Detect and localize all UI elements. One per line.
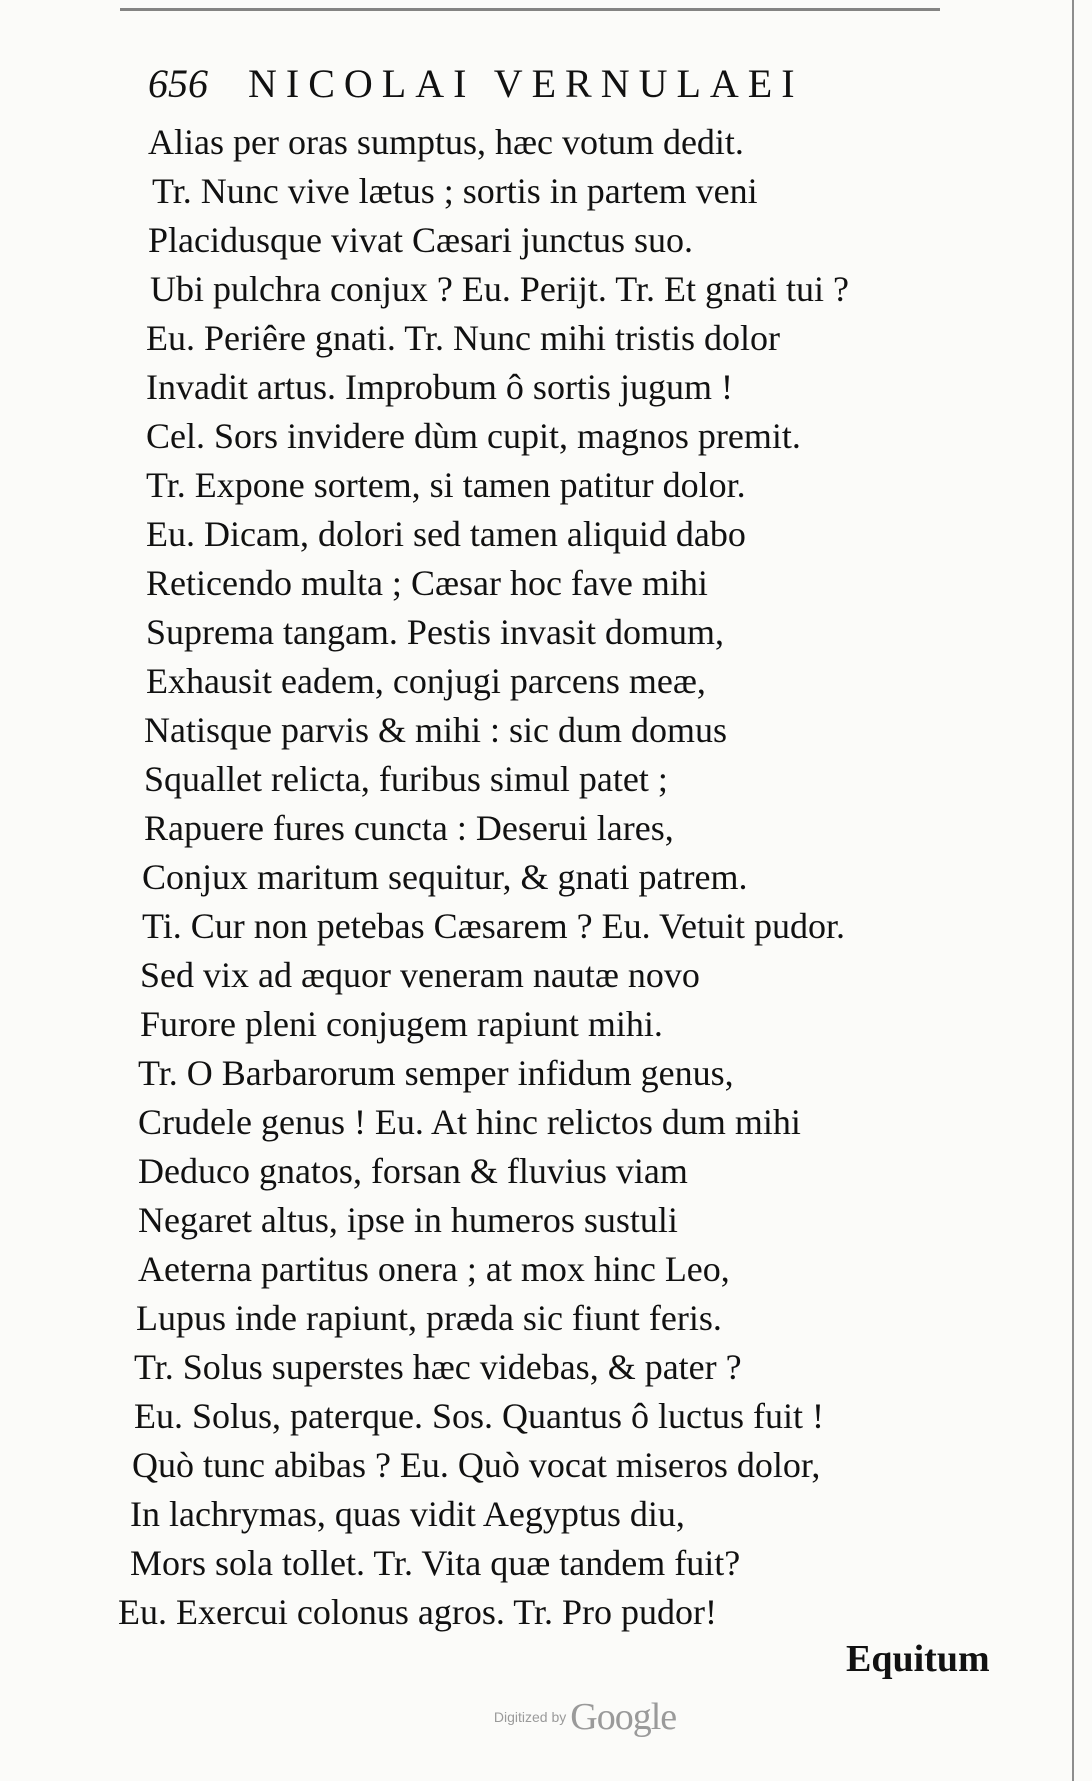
verse-line: Rapuere fures cuncta : Deserui lares,: [144, 808, 674, 848]
verse-line: Eu. Exercui colonus agros. Tr. Pro pudor!: [118, 1592, 717, 1632]
verse-line: Negaret altus, ipse in humeros sustuli: [138, 1200, 678, 1240]
verse-line: Eu. Dicam, dolori sed tamen aliquid dabo: [146, 514, 746, 554]
verse-line: Quò tunc abibas ? Eu. Quò vocat miseros dolor,: [132, 1445, 821, 1485]
running-head: NICOLAI VERNULAEI: [248, 61, 804, 106]
digitized-by-label: Digitized by: [493, 1709, 567, 1725]
catchword: Equitum: [846, 1638, 990, 1680]
verse-line: Placidusque vivat Cæsari junctus suo.: [148, 220, 693, 260]
verse-line: Suprema tangam. Pestis invasit domum,: [146, 612, 724, 652]
page-edge-divider: [1072, 0, 1074, 1781]
verse-line: Alias per oras sumptus, hæc votum dedit.: [148, 122, 744, 162]
verse-line: Tr. Nunc vive lætus ; sortis in partem veni: [152, 171, 758, 211]
verse-line: Invadit artus. Improbum ô sortis jugum !: [146, 367, 733, 407]
verse-line: Tr. O Barbarorum semper infidum genus,: [138, 1053, 734, 1093]
verse-line: Squallet relicta, furibus simul patet ;: [144, 759, 668, 799]
verse-line: Natisque parvis & mihi : sic dum domus: [144, 710, 727, 750]
verse-line: Deduco gnatos, forsan & fluvius viam: [138, 1151, 688, 1191]
verse-line: Aeterna partitus onera ; at mox hinc Leo,: [138, 1249, 730, 1289]
verse-line: Eu. Periêre gnati. Tr. Nunc mihi tristis dolor: [146, 318, 780, 358]
top-rule-divider: [120, 8, 940, 11]
verse-line: Reticendo multa ; Cæsar hoc fave mihi: [146, 563, 708, 603]
verse-line: Furore pleni conjugem rapiunt mihi.: [140, 1004, 663, 1044]
verse-line: Tr. Solus superstes hæc videbas, & pater ?: [134, 1347, 742, 1387]
verse-line: Conjux maritum sequitur, & gnati patrem.: [142, 857, 748, 897]
verse-line: Ubi pulchra conjux ? Eu. Perijt. Tr. Et gnati tui ?: [150, 269, 849, 309]
page-header: [148, 60, 938, 120]
google-logo: Google: [570, 1696, 677, 1738]
verse-line: In lachrymas, quas vidit Aegyptus diu,: [130, 1494, 685, 1534]
verse-line: Cel. Sors invidere dùm cupit, magnos premit.: [146, 416, 801, 456]
verse-line: Crudele genus ! Eu. At hinc relictos dum mihi: [138, 1102, 801, 1142]
verse-line: Mors sola tollet. Tr. Vita quæ tandem fuit?: [130, 1543, 741, 1583]
verse-line: Sed vix ad æquor veneram nautæ novo: [140, 955, 700, 995]
verse-line: Eu. Solus, paterque. Sos. Quantus ô luctus fuit !: [134, 1396, 824, 1436]
verse-line: Exhausit eadem, conjugi parcens meæ,: [146, 661, 706, 701]
page-number: 656: [148, 61, 208, 106]
verse-line: Ti. Cur non petebas Cæsarem ? Eu. Vetuit pudor.: [142, 906, 845, 946]
digitization-footer: [470, 1692, 700, 1742]
verse-line: Lupus inde rapiunt, præda sic fiunt feris.: [136, 1298, 722, 1338]
verse-line: Tr. Expone sortem, si tamen patitur dolor.: [146, 465, 746, 505]
